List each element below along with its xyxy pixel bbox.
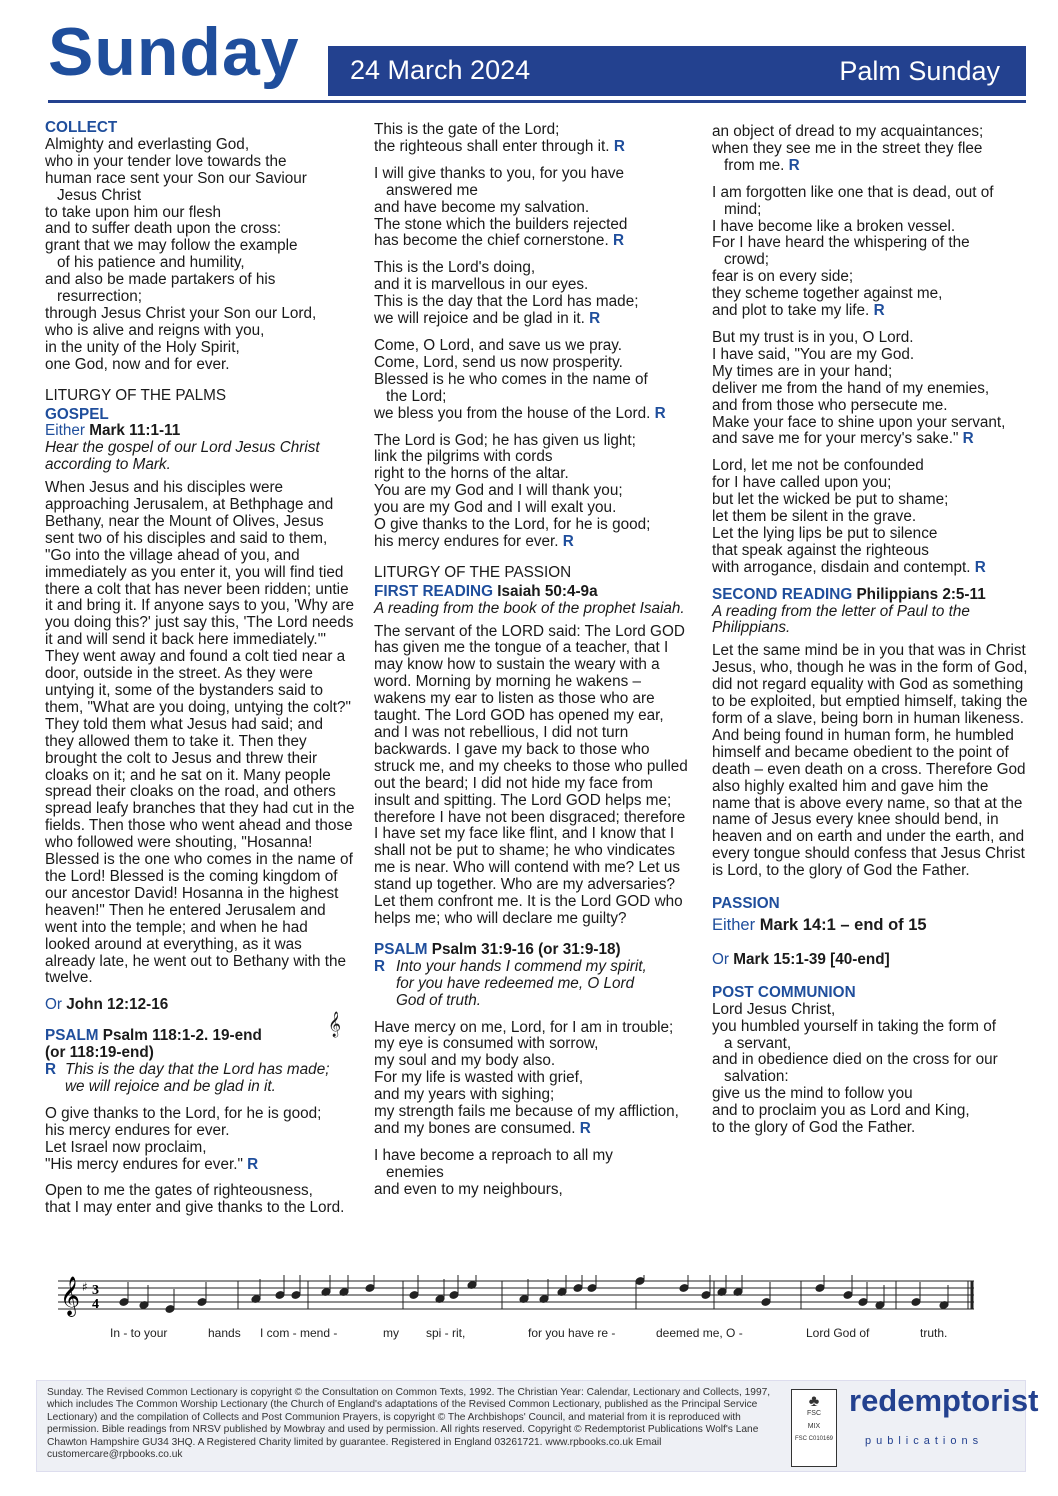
verse-line: you are my God and I will exalt you. bbox=[374, 499, 617, 517]
verse-line: "His mercy endures for ever." R bbox=[45, 1155, 259, 1173]
psalm31-response: R Into your hands I commend my spirit, for you have redeemed me, O Lord God of truth. bbox=[374, 957, 647, 1009]
response-marker: R bbox=[788, 156, 800, 174]
verse-line: enemies bbox=[386, 1163, 444, 1181]
verse-line: The stone which the builders rejected bbox=[374, 215, 628, 233]
verse-line: let them be silent in the grave. bbox=[712, 508, 917, 526]
verse-line: his mercy endures for ever. bbox=[45, 1121, 230, 1139]
text-line: who is alive and reigns with you, bbox=[45, 321, 265, 339]
verse-line: link the pilgrims with cords bbox=[374, 448, 553, 466]
copyright-text: Sunday. The Revised Common Lectionary is copyright © the Consultation on Common Texts, 1992. The Christian Year: Calendar, Lectionary and Collects, 1997, which includes The Common Worship Lectionary (the Church of England's adaptations of the Revised Common Lectionary, published as the Principal Service Lectionary) and the compilation of Collects and Post Communion Prayers, is copyright © The Archbishops' Council, and material from it is reproduced with permission. Bible readings from NRSV published by Mowbray and used by permission. All rights reserved. Copyright © Redemptorist Publications Wolf's Lane Chawton Hampshire GU34 3HQ. A Registered Charity limited by guarantee. Registered in England 03261721. www.rpbooks.co.uk Email customercare@rpbooks.co.uk bbox=[47, 1387, 771, 1461]
verse-line: Come, O Lord, and save us we pray. bbox=[374, 336, 622, 354]
psalm-stanza bbox=[374, 338, 692, 423]
psalm118-alt-ref: (or 118:19-end) bbox=[45, 1044, 154, 1062]
day-title: Sunday bbox=[48, 14, 300, 90]
verse-line: Make your face to shine upon your servant, bbox=[712, 413, 1006, 431]
psalm-stanza bbox=[374, 1148, 692, 1199]
psalm-stanza bbox=[374, 122, 692, 156]
first-reading-text: The servant of the LORD said: The Lord GOD has given me the tongue of a teacher, that I may know how to sustain the weary with a word. Morning by morning he wakens – wakens my ear to listen as those who are taught. The Lord GOD has opened my ear, and I was not rebellious, I did not turn backwards. I gave my back to those who struck me, and my cheeks to those who pulled out the beard; I did not hide my face from insult and spitting. The Lord GOD helps me; therefore I have not been disgraced; therefore I have set my face like flint, and I know that I shall not be put to shame; he who vindicates me is near. Who will contend with me? Let us stand up together. Who are my adversaries? Let them confront me. It is the Lord GOD who helps me; who will declare me guilty? bbox=[374, 622, 688, 927]
verse-line: O give thanks to the Lord, for he is good; bbox=[374, 516, 651, 534]
occasion-text: Palm Sunday bbox=[839, 56, 1000, 86]
lyric-syllable: truth. bbox=[920, 1326, 948, 1340]
verse-line: This is the gate of the Lord; bbox=[374, 121, 560, 138]
psalm-stanza bbox=[45, 1106, 355, 1174]
text-line: to the glory of God the Father. bbox=[712, 1119, 916, 1137]
psalm118-heading: PSALM Psalm 118:1-2. 19-end 𝄞 bbox=[45, 1011, 341, 1045]
gospel-heading: GOSPEL bbox=[45, 405, 109, 423]
treble-clef-icon: 𝄞 bbox=[327, 1011, 341, 1037]
response-line: Into your hands I commend my spirit, bbox=[396, 957, 647, 975]
header-rule bbox=[48, 100, 1026, 103]
verse-line: I am forgotten like one that is dead, out of bbox=[712, 183, 994, 201]
palms-label: LITURGY OF THE PALMS bbox=[45, 386, 227, 404]
text-line: human race sent your Son our Saviour bbox=[45, 169, 307, 187]
response-marker: R bbox=[562, 532, 574, 550]
verse-line: I will give thanks to you, for you have bbox=[374, 164, 624, 182]
column-2 bbox=[374, 122, 692, 1209]
first-reading-heading: FIRST READING Isaiah 50:4-9a bbox=[374, 582, 598, 600]
verse-line: I have said, "You are my God. bbox=[712, 345, 915, 363]
response-marker: R bbox=[613, 137, 625, 155]
verse-line: I have become a reproach to all my bbox=[374, 1146, 613, 1164]
psalm-stanza bbox=[45, 1183, 355, 1217]
verse-line: an object of dread to my acquaintances; bbox=[712, 123, 984, 140]
verse-line: right to the horns of the altar. bbox=[374, 465, 569, 483]
verse-line: from me. R bbox=[724, 156, 800, 174]
column-3 bbox=[712, 124, 1030, 1137]
publisher-logo: redemptorist bbox=[849, 1383, 1039, 1418]
text-line: Jesus Christ bbox=[57, 186, 142, 204]
lyric-syllable: for you have re - bbox=[528, 1326, 616, 1340]
verse-line: This is the day that the Lord has made; bbox=[374, 293, 639, 311]
post-communion-heading: POST COMMUNION bbox=[712, 983, 856, 1001]
verse-line: that I may enter and give thanks to the Lord. bbox=[45, 1199, 345, 1217]
verse-line: For I have heard the whispering of the bbox=[712, 234, 970, 252]
response-line: we will rejoice and be glad in it. bbox=[65, 1077, 276, 1095]
psalm-stanza bbox=[374, 166, 692, 251]
response-marker: R bbox=[247, 1155, 259, 1173]
verse-line: and from those who persecute me. bbox=[712, 396, 948, 414]
psalm-stanza bbox=[712, 458, 1030, 576]
text-line: salvation: bbox=[724, 1068, 789, 1086]
verse-line: Open to me the gates of righteousness, bbox=[45, 1182, 313, 1200]
verse-line: fear is on every side; bbox=[712, 268, 854, 286]
verse-line: for I have called upon you; bbox=[712, 474, 892, 492]
treble-clef-icon: 𝄞 bbox=[60, 1276, 81, 1316]
fsc-logo: ♣ FSC MIX FSC C010169 bbox=[791, 1389, 837, 1467]
response-marker: R bbox=[589, 310, 601, 328]
verse-line: we will rejoice and be glad in it. R bbox=[374, 310, 601, 328]
psalm118-response: R This is the day that the Lord has made; we will rejoice and be glad in it. bbox=[45, 1061, 330, 1095]
text-line: give us the mind to follow you bbox=[712, 1085, 913, 1103]
verse-line: You are my God and I will thank you; bbox=[374, 482, 623, 500]
text-line: Lord Jesus Christ, bbox=[712, 1000, 836, 1018]
verse-line: Lord, let me not be confounded bbox=[712, 457, 924, 475]
verse-line: my eye is consumed with sorrow, bbox=[374, 1035, 599, 1053]
response-marker: R bbox=[654, 404, 666, 422]
date-text: 24 March 2024 bbox=[350, 55, 531, 85]
verse-line: his mercy endures for ever. R bbox=[374, 532, 574, 550]
verse-line: that speak against the righteous bbox=[712, 541, 929, 559]
psalm31-verses bbox=[374, 1020, 692, 1199]
verse-line: and save me for your mercy's sake." R bbox=[712, 430, 974, 448]
lyric-syllable: I com - mend - bbox=[260, 1326, 338, 1340]
lyric-syllable: my bbox=[383, 1326, 399, 1340]
psalm-stanza bbox=[712, 124, 1030, 175]
verse-line: deliver me from the hand of my enemies, bbox=[712, 379, 990, 397]
text-line: and in obedience died on the cross for our bbox=[712, 1051, 998, 1069]
verse-line: O give thanks to the Lord, for he is good; bbox=[45, 1104, 322, 1122]
text-line: to take upon him our flesh bbox=[45, 203, 222, 221]
text-line: and to suffer death upon the cross: bbox=[45, 220, 282, 238]
tree-icon: ♣ bbox=[808, 1393, 820, 1410]
verse-line: when they see me in the street they flee bbox=[712, 139, 983, 157]
time-sig-top: 3 bbox=[92, 1283, 99, 1298]
verse-line: I have become like a broken vessel. bbox=[712, 217, 956, 235]
response-line: for you have redeemed me, O Lord bbox=[396, 974, 635, 992]
text-line: who in your tender love towards the bbox=[45, 152, 287, 170]
second-reading-intro: A reading from the letter of Paul to the Philippians. bbox=[712, 602, 970, 637]
time-sig-bottom: 4 bbox=[92, 1297, 99, 1312]
verse-line: Have mercy on me, Lord, for I am in trouble; bbox=[374, 1018, 674, 1036]
music-notation bbox=[58, 1275, 974, 1345]
passion-reference: Either Mark 14:1 – end of 15 bbox=[712, 915, 927, 934]
second-reading-text: Let the same mind be in you that was in Christ Jesus, who, though he was in the form of God, did not regard equality with God as something to be exploited, but emptied himself, taking the form of a slave, being born in human likeness. And being found in human form, he humbled himself and became obedient to the point of death – even death on a cross. Therefore God also highly exalted him and gave him the name that is above every name, so that at the name of Jesus every knee should bend, in heaven and on earth and under the earth, and every tongue should confess that Jesus Christ is Lord, to the glory of God the Father. bbox=[712, 642, 1028, 880]
post-communion-text bbox=[712, 1002, 1030, 1137]
response-marker: R bbox=[579, 1119, 591, 1137]
response-marker: R bbox=[962, 430, 974, 448]
verse-line: answered me bbox=[386, 181, 478, 199]
gospel-text: When Jesus and his disciples were approaching Jerusalem, at Bethphage and Bethany, near the Mount of Olives, Jesus sent two of his disciples and said to them, "Go into the village ahead of you, and immediately as you enter it, you will find tied there a colt that has never been ridden; untie it and bring it. If anyone says to you, 'Why are you doing this?' just say this, 'The Lord needs it and will send it back here immediately.'" They went away and found a colt tied near a door, outside in the street. As they were untying it, some of the bystanders said to them, "What are you doing, untying the colt?" They told them what Jesus had said; and they allowed them to take it. Then they brought the colt to Jesus and threw their cloaks on it; and he sat on it. Many people spread their cloaks on the road, and others spread leafy branches that they had cut in the fields. Then those who went ahead and those who followed were shouting, "Hosanna! Blessed is the one who comes in the name of the Lord! Blessed is the coming kingdom of our ancestor David! Hosanna in the highest heaven!" Then he entered Jerusalem and went into the temple; and when he had looked around at everything, as it was already late, he went out to Bethany with the twelve. bbox=[45, 479, 355, 987]
response-line: This is the day that the Lord has made; bbox=[65, 1061, 330, 1079]
verse-line: but let the wicked be put to shame; bbox=[712, 491, 949, 509]
column-1 bbox=[45, 120, 355, 1227]
psalm-stanza bbox=[712, 330, 1030, 448]
gospel-intro: Hear the gospel of our Lord Jesus Christ according to Mark. bbox=[45, 439, 320, 474]
verse-line: For my life is wasted with grief, bbox=[374, 1069, 584, 1087]
psalm-stanza bbox=[374, 433, 692, 551]
text-line: through Jesus Christ your Son our Lord, bbox=[45, 304, 317, 322]
gospel-alternative: Or John 12:12-16 bbox=[45, 996, 169, 1014]
verse-line: Blessed is he who comes in the name of bbox=[374, 370, 648, 388]
response-marker: R bbox=[873, 302, 885, 320]
text-line: and also be made partakers of his bbox=[45, 271, 276, 289]
verse-line: Let Israel now proclaim, bbox=[45, 1138, 207, 1156]
first-reading-intro: A reading from the book of the prophet Isaiah. bbox=[374, 599, 685, 617]
psalm118-verses-cont bbox=[374, 122, 692, 551]
text-line: and to proclaim you as Lord and King, bbox=[712, 1102, 970, 1120]
psalm31-verses-cont bbox=[712, 124, 1030, 577]
verse-line: Let the lying lips be put to silence bbox=[712, 524, 938, 542]
verse-line: they scheme together against me, bbox=[712, 285, 943, 303]
text-line: one God, now and for ever. bbox=[45, 355, 230, 373]
psalm-stanza bbox=[712, 185, 1030, 320]
verse-line: But my trust is in you, O Lord. bbox=[712, 328, 914, 346]
psalm-stanza bbox=[374, 260, 692, 328]
verse-line: My times are in your hand; bbox=[712, 362, 893, 380]
gospel-reference: Either Mark 11:1-11 bbox=[45, 422, 181, 440]
verse-line: my soul and my body also. bbox=[374, 1052, 556, 1070]
text-line: resurrection; bbox=[57, 288, 143, 306]
collect-heading: COLLECT bbox=[45, 119, 118, 136]
passion-heading: PASSION bbox=[712, 895, 780, 913]
verse-line: Come, Lord, send us now prosperity. bbox=[374, 353, 623, 371]
lyric-syllable: deemed me, O - bbox=[656, 1326, 743, 1340]
text-line: grant that we may follow the example bbox=[45, 237, 298, 255]
verse-line: mind; bbox=[724, 200, 762, 218]
verse-line: has become the chief cornerstone. R bbox=[374, 232, 625, 250]
verse-line: crowd; bbox=[724, 251, 770, 269]
text-line: in the unity of the Holy Spirit, bbox=[45, 338, 240, 356]
text-line: Almighty and everlasting God, bbox=[45, 135, 250, 153]
verse-line: and it is marvellous in our eyes. bbox=[374, 276, 589, 294]
lyric-syllable: spi - rit, bbox=[426, 1326, 466, 1340]
response-marker: R bbox=[612, 232, 625, 250]
verse-line: and plot to take my life. R bbox=[712, 302, 885, 320]
footer bbox=[36, 1380, 1039, 1472]
key-signature: ♯ bbox=[82, 1280, 88, 1294]
lyric-syllable: Lord God of bbox=[806, 1326, 870, 1340]
verse-line: my strength fails me because of my affliction, bbox=[374, 1103, 679, 1121]
verse-line: the Lord; bbox=[386, 387, 447, 405]
response-marker: R bbox=[974, 558, 986, 576]
psalm31-heading: PSALM Psalm 31:9-16 (or 31:9-18) bbox=[374, 940, 621, 958]
verse-line: and my bones are consumed. R bbox=[374, 1119, 591, 1137]
verse-line: and my years with sighing; bbox=[374, 1086, 555, 1104]
verse-line: the righteous shall enter through it. R bbox=[374, 137, 625, 155]
date-banner bbox=[328, 46, 1026, 96]
psalm-stanza bbox=[374, 1020, 692, 1138]
verse-line: and even to my neighbours, bbox=[374, 1180, 563, 1198]
verse-line: The Lord is God; he has given us light; bbox=[374, 431, 636, 449]
lyric-syllable: In - to your bbox=[110, 1326, 168, 1340]
lyric-syllable: hands bbox=[208, 1326, 241, 1340]
response-line: God of truth. bbox=[396, 991, 482, 1009]
verse-line: This is the Lord's doing, bbox=[374, 259, 536, 277]
verse-line: we bless you from the house of the Lord. R bbox=[374, 404, 666, 422]
verse-line: with arrogance, disdain and contempt. R bbox=[712, 558, 986, 576]
second-reading-heading: SECOND READING Philippians 2:5-11 bbox=[712, 585, 986, 603]
verse-line: and have become my salvation. bbox=[374, 198, 590, 216]
text-line: of his patience and humility, bbox=[57, 254, 245, 272]
publisher-logo-sub: publications bbox=[865, 1435, 984, 1447]
text-line: a servant, bbox=[724, 1034, 792, 1052]
collect-text bbox=[45, 137, 355, 374]
psalm118-verses bbox=[45, 1106, 355, 1217]
passion-liturgy-label: LITURGY OF THE PASSION bbox=[374, 563, 572, 581]
text-line: you humbled yourself in taking the form of bbox=[712, 1017, 996, 1035]
passion-alternative: Or Mark 15:1-39 [40-end] bbox=[712, 950, 890, 968]
